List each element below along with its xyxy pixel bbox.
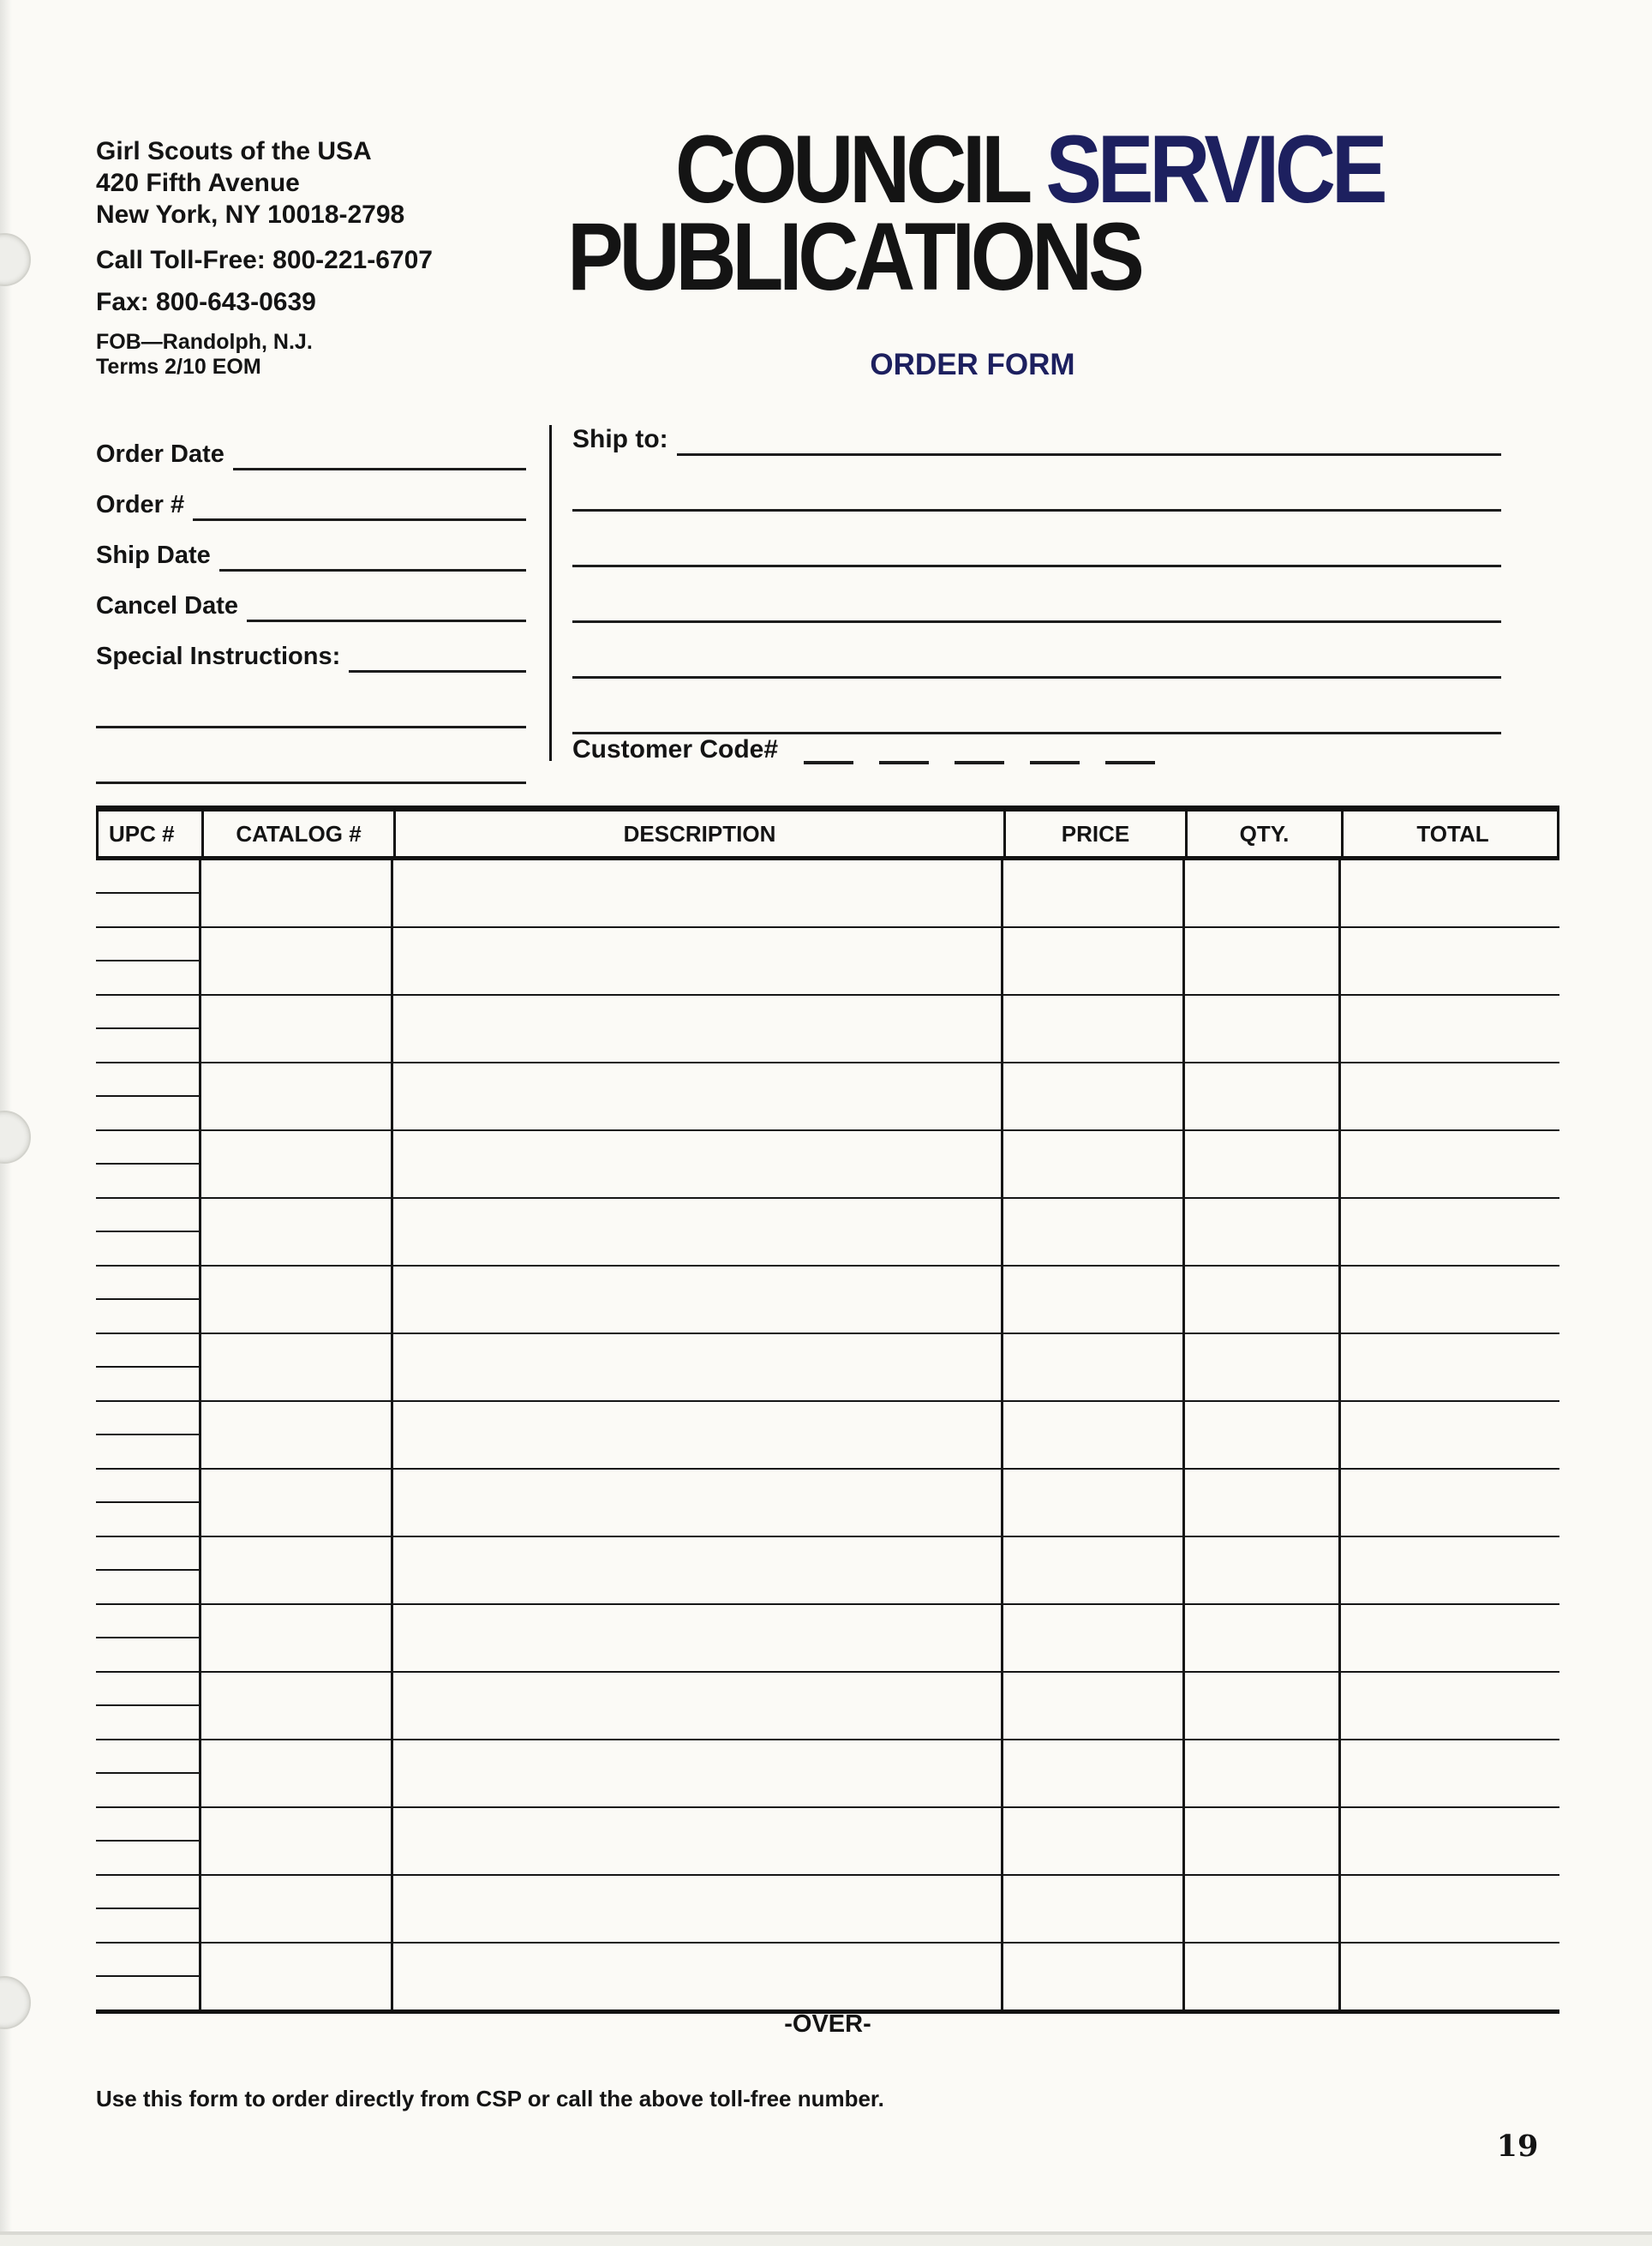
title-service: SERVICE — [1045, 116, 1384, 223]
ship-to-field — [572, 420, 1501, 456]
org-name: Girl Scouts of the USA — [96, 137, 372, 165]
table-row — [96, 1334, 1559, 1402]
special-instructions-label: Special Instructions: — [96, 643, 341, 670]
total-cell[interactable] — [1338, 1470, 1559, 1536]
table-row — [96, 1740, 1559, 1808]
price-cell[interactable] — [1001, 1876, 1182, 1942]
qty-cell[interactable] — [1182, 1876, 1338, 1942]
customer-code-segments — [778, 735, 1155, 764]
upc-half-rule — [96, 1163, 199, 1165]
upc-cell[interactable] — [96, 928, 199, 994]
description-cell[interactable] — [391, 1876, 1001, 1942]
total-cell[interactable] — [1338, 1334, 1559, 1400]
upc-half-rule — [96, 1975, 199, 1977]
ship-to-label: Ship to: — [572, 425, 668, 453]
description-cell[interactable] — [391, 860, 1001, 926]
qty-cell[interactable] — [1182, 1605, 1338, 1671]
ship-to-address-line[interactable] — [572, 623, 1501, 679]
paper-bottom-shadow — [0, 2235, 1652, 2246]
order-number-label: Order # — [96, 491, 185, 518]
upc-half-rule — [96, 1569, 199, 1571]
upc-half-rule — [96, 1231, 199, 1232]
special-instructions-input[interactable] — [349, 620, 526, 673]
description-cell[interactable] — [391, 1740, 1001, 1806]
table-row — [96, 928, 1559, 996]
table-row — [96, 1944, 1559, 2009]
header-total: TOTAL — [1341, 812, 1562, 856]
upc-cell[interactable] — [96, 860, 199, 926]
qty-cell[interactable] — [1182, 1673, 1338, 1739]
customer-code-segment-input[interactable] — [804, 735, 853, 764]
ship-to-address-line[interactable] — [572, 456, 1501, 512]
cancel-date-label: Cancel Date — [96, 592, 239, 620]
punch-hole — [0, 1976, 31, 2029]
upc-half-rule — [96, 1298, 199, 1300]
qty-cell[interactable] — [1182, 1131, 1338, 1197]
customer-code-segment-input[interactable] — [955, 735, 1004, 764]
description-cell[interactable] — [391, 1267, 1001, 1333]
catalog-cell[interactable] — [199, 1199, 391, 1265]
total-cell[interactable] — [1338, 1537, 1559, 1603]
upc-half-rule — [96, 1704, 199, 1706]
price-cell[interactable] — [1001, 1537, 1182, 1603]
order-fields-block — [96, 420, 526, 784]
price-cell[interactable] — [1001, 1131, 1182, 1197]
total-cell[interactable] — [1338, 996, 1559, 1062]
catalog-cell[interactable] — [199, 1944, 391, 2009]
upc-cell[interactable] — [96, 1063, 199, 1129]
ship-date-label: Ship Date — [96, 542, 211, 569]
total-cell[interactable] — [1338, 1063, 1559, 1129]
price-cell[interactable] — [1001, 1944, 1182, 2009]
price-cell[interactable] — [1001, 1063, 1182, 1129]
upc-cell[interactable] — [96, 1470, 199, 1536]
qty-cell[interactable] — [1182, 1470, 1338, 1536]
org-address-line2: New York, NY 10018-2798 — [96, 201, 405, 229]
org-address-block — [96, 135, 610, 380]
qty-cell[interactable] — [1182, 1063, 1338, 1129]
description-cell[interactable] — [391, 996, 1001, 1062]
upc-cell[interactable] — [96, 1876, 199, 1942]
table-row — [96, 1876, 1559, 1944]
special-instructions-extra — [96, 673, 526, 784]
upc-cell[interactable] — [96, 1334, 199, 1400]
table-row — [96, 1063, 1559, 1131]
price-cell[interactable] — [1001, 1334, 1182, 1400]
upc-half-rule — [96, 892, 199, 894]
qty-cell[interactable] — [1182, 1808, 1338, 1874]
qty-cell[interactable] — [1182, 1402, 1338, 1468]
description-cell[interactable] — [391, 1673, 1001, 1739]
upc-cell[interactable] — [96, 1673, 199, 1739]
table-header-row — [96, 806, 1559, 860]
special-instructions-extra-line[interactable] — [96, 728, 526, 784]
price-cell[interactable] — [1001, 1673, 1182, 1739]
punch-hole — [0, 1111, 31, 1164]
catalog-cell[interactable] — [199, 1876, 391, 1942]
upc-cell[interactable] — [96, 1605, 199, 1671]
description-cell[interactable] — [391, 1944, 1001, 2009]
table-body — [96, 860, 1559, 2014]
qty-cell[interactable] — [1182, 1944, 1338, 2009]
price-cell[interactable] — [1001, 860, 1182, 926]
page-number: 19 — [1496, 2129, 1539, 2164]
upc-half-rule — [96, 1772, 199, 1774]
catalog-cell[interactable] — [199, 1740, 391, 1806]
upc-cell[interactable] — [96, 1131, 199, 1197]
order-date-input[interactable] — [233, 417, 526, 470]
ship-to-address-line[interactable] — [572, 567, 1501, 623]
total-cell[interactable] — [1338, 1131, 1559, 1197]
order-date-field — [96, 420, 526, 470]
customer-code-segment-input[interactable] — [1105, 735, 1155, 764]
org-phone: Call Toll-Free: 800-221-6707 — [96, 246, 433, 274]
upc-half-rule — [96, 1840, 199, 1842]
table-row — [96, 1199, 1559, 1267]
upc-half-rule — [96, 1095, 199, 1097]
ship-date-input[interactable] — [219, 518, 526, 572]
total-cell[interactable] — [1338, 1876, 1559, 1942]
description-cell[interactable] — [391, 1131, 1001, 1197]
ship-date-field — [96, 521, 526, 572]
description-cell[interactable] — [391, 1470, 1001, 1536]
header-price: PRICE — [1003, 812, 1185, 856]
order-date-label: Order Date — [96, 440, 224, 468]
org-address-line1: 420 Fifth Avenue — [96, 169, 300, 197]
total-cell[interactable] — [1338, 1402, 1559, 1468]
upc-half-rule — [96, 960, 199, 961]
price-cell[interactable] — [1001, 1199, 1182, 1265]
table-row — [96, 1537, 1559, 1605]
ship-to-block — [572, 420, 1501, 734]
total-cell[interactable] — [1338, 928, 1559, 994]
total-cell[interactable] — [1338, 1199, 1559, 1265]
description-cell[interactable] — [391, 1537, 1001, 1603]
total-cell[interactable] — [1338, 1944, 1559, 2009]
price-cell[interactable] — [1001, 996, 1182, 1062]
description-cell[interactable] — [391, 1402, 1001, 1468]
price-cell[interactable] — [1001, 1402, 1182, 1468]
customer-code-field — [572, 735, 1515, 764]
price-cell[interactable] — [1001, 1740, 1182, 1806]
customer-code-label: Customer Code# — [572, 735, 779, 764]
ship-to-address-line[interactable] — [572, 512, 1501, 567]
total-cell[interactable] — [1338, 1740, 1559, 1806]
catalog-cell[interactable] — [199, 928, 391, 994]
qty-cell[interactable] — [1182, 860, 1338, 926]
upc-half-rule — [96, 1366, 199, 1368]
catalog-cell[interactable] — [199, 996, 391, 1062]
punch-hole — [0, 233, 31, 286]
total-cell[interactable] — [1338, 860, 1559, 926]
table-row — [96, 1470, 1559, 1537]
ship-to-input[interactable] — [677, 417, 1501, 456]
catalog-cell[interactable] — [199, 1063, 391, 1129]
catalog-cell[interactable] — [199, 860, 391, 926]
header-qty: QTY. — [1185, 812, 1341, 856]
header-upc: UPC # — [109, 820, 175, 847]
header-catalog: CATALOG # — [201, 812, 393, 856]
table-row — [96, 1402, 1559, 1470]
org-terms: Terms 2/10 EOM — [96, 355, 261, 379]
customer-code-segment-input[interactable] — [1030, 735, 1080, 764]
order-number-field — [96, 470, 526, 521]
upc-half-rule — [96, 1908, 199, 1909]
qty-cell[interactable] — [1182, 1537, 1338, 1603]
catalog-cell[interactable] — [199, 1267, 391, 1333]
total-cell[interactable] — [1338, 1605, 1559, 1671]
qty-cell[interactable] — [1182, 996, 1338, 1062]
upc-half-rule — [96, 1434, 199, 1435]
order-number-input[interactable] — [193, 468, 526, 521]
customer-code-segment-input[interactable] — [879, 735, 929, 764]
ship-to-extra — [572, 456, 1501, 734]
price-cell[interactable] — [1001, 1267, 1182, 1333]
upc-cell[interactable] — [96, 1267, 199, 1333]
total-cell[interactable] — [1338, 1673, 1559, 1739]
upc-half-rule — [96, 1501, 199, 1503]
title-council: COUNCIL — [675, 116, 1046, 223]
table-row — [96, 996, 1559, 1063]
table-row — [96, 1267, 1559, 1334]
catalog-cell[interactable] — [199, 1402, 391, 1468]
qty-cell[interactable] — [1182, 1740, 1338, 1806]
table-row — [96, 1605, 1559, 1673]
qty-cell[interactable] — [1182, 1267, 1338, 1333]
over-label: -OVER- — [784, 2010, 871, 2038]
catalog-cell[interactable] — [199, 1808, 391, 1874]
upc-half-rule — [96, 1637, 199, 1638]
cancel-date-input[interactable] — [247, 569, 526, 622]
upc-cell[interactable] — [96, 1402, 199, 1468]
qty-cell[interactable] — [1182, 1199, 1338, 1265]
upc-cell[interactable] — [96, 1537, 199, 1603]
qty-cell[interactable] — [1182, 1334, 1338, 1400]
description-cell[interactable] — [391, 1605, 1001, 1671]
description-cell[interactable] — [391, 1063, 1001, 1129]
description-cell[interactable] — [391, 928, 1001, 994]
price-cell[interactable] — [1001, 1605, 1182, 1671]
table-row — [96, 1673, 1559, 1740]
catalog-cell[interactable] — [199, 1470, 391, 1536]
price-cell[interactable] — [1001, 1470, 1182, 1536]
catalog-cell[interactable] — [199, 1131, 391, 1197]
catalog-cell[interactable] — [199, 1605, 391, 1671]
price-cell[interactable] — [1001, 1808, 1182, 1874]
special-instructions-field — [96, 622, 526, 673]
upc-cell[interactable] — [96, 996, 199, 1062]
description-cell[interactable] — [391, 1199, 1001, 1265]
upc-half-rule — [96, 1027, 199, 1029]
org-fob: FOB—Randolph, N.J. — [96, 330, 313, 354]
org-fax: Fax: 800-643-0639 — [96, 288, 316, 316]
cancel-date-field — [96, 572, 526, 622]
table-row — [96, 1808, 1559, 1876]
catalog-cell[interactable] — [199, 1537, 391, 1603]
ship-to-address-line[interactable] — [572, 679, 1501, 734]
footnote-text: Use this form to order directly from CSP or call the above toll-free number. — [96, 2086, 884, 2111]
header-description: DESCRIPTION — [393, 812, 1003, 856]
description-cell[interactable] — [391, 1808, 1001, 1874]
title-line1 — [675, 116, 1384, 223]
table-row — [96, 860, 1559, 928]
catalog-cell[interactable] — [199, 1334, 391, 1400]
upc-cell[interactable] — [96, 1808, 199, 1874]
total-cell[interactable] — [1338, 1267, 1559, 1333]
qty-cell[interactable] — [1182, 928, 1338, 994]
catalog-cell[interactable] — [199, 1673, 391, 1739]
price-cell[interactable] — [1001, 928, 1182, 994]
upc-cell[interactable] — [96, 1740, 199, 1806]
column-divider-rule — [549, 425, 552, 761]
table-row — [96, 1131, 1559, 1199]
special-instructions-extra-line[interactable] — [96, 673, 526, 728]
upc-cell[interactable] — [96, 1199, 199, 1265]
title-line2: PUBLICATIONS — [567, 203, 1140, 310]
upc-cell[interactable] — [96, 1944, 199, 2009]
total-cell[interactable] — [1338, 1808, 1559, 1874]
order-items-table — [96, 806, 1559, 2014]
order-form-subtitle: ORDER FORM — [870, 348, 1075, 381]
description-cell[interactable] — [391, 1334, 1001, 1400]
